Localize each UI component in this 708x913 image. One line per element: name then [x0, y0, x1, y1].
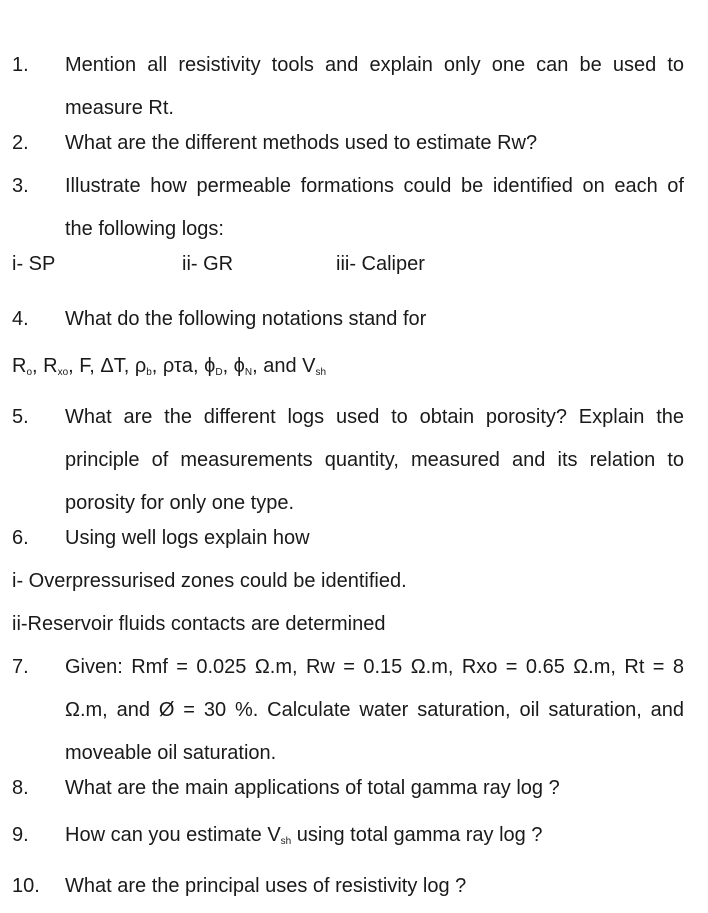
question-text: porosity for only one type. [65, 492, 295, 514]
question-text: What are the different logs used to obtain porosity? Explain the [65, 406, 684, 428]
question-number: 7. [12, 656, 29, 678]
question-text: Mention all resistivity tools and explain only one can be used to [65, 54, 684, 76]
question-number: 2. [12, 132, 29, 154]
question-text: Given: Rmf = 0.025 Ω.m, Rw = 0.15 Ω.m, Rxo = 0.65 Ω.m, Rt = 8 [65, 656, 684, 678]
question-number: 4. [12, 308, 29, 330]
question-number: 8. [12, 777, 29, 799]
log-option-caliper: iii- Caliper [336, 253, 425, 275]
log-option-gr: ii- GR [182, 253, 234, 275]
sub-question-text: ii-Reservoir fluids contacts are determined [12, 613, 386, 635]
question-text: the following logs: [65, 218, 224, 240]
question-number: 9. [12, 824, 29, 846]
notation-text: $R_o$, $R_{xo}$, F, ΔT, $\rho_b$, ρτa, $\phi_D$, $\phi_N$, and $V_{sh}$ [12, 355, 327, 378]
question-number: 5. [12, 406, 29, 428]
question-text: What do the following notations stand for [65, 308, 427, 330]
question-text: What are the different methods used to estimate Rw? [65, 132, 538, 154]
question-text: What are the main applications of total gamma ray log ? [65, 777, 560, 799]
question-text: What are the principal uses of resistivity log ? [65, 875, 467, 897]
log-option-sp: i- SP [12, 253, 56, 275]
question-text: measure Rt. [65, 97, 174, 119]
question-text: How can you estimate $V_{sh}$ using total gamma ray log ? [65, 824, 543, 847]
question-text: Illustrate how permeable formations could be identified on each of [65, 175, 684, 197]
question-number: 6. [12, 527, 29, 549]
question-text: moveable oil saturation. [65, 742, 277, 764]
sub-question-text: i- Overpressurised zones could be identified. [12, 570, 407, 592]
question-text: Ω.m, and Ø = 30 %. Calculate water saturation, oil saturation, and [65, 699, 684, 721]
question-text: principle of measurements quantity, measured and its relation to [65, 449, 684, 471]
question-number: 3. [12, 175, 29, 197]
question-number: 10. [12, 875, 40, 897]
question-number: 1. [12, 54, 29, 76]
question-text: Using well logs explain how [65, 527, 310, 549]
